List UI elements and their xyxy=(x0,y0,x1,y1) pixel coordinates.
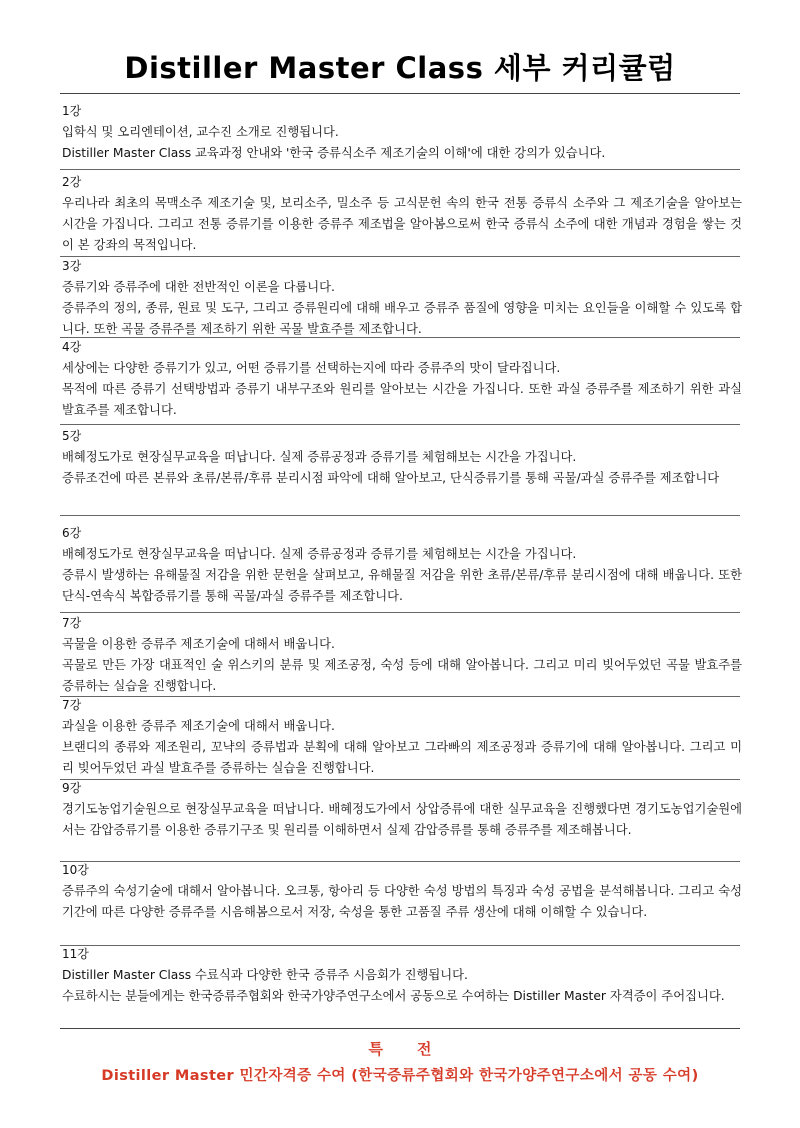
divider xyxy=(60,1028,740,1029)
lesson-line: 경기도농업기술원으로 현장실무교육을 떠납니다. 배혜정도가에서 상압증류에 대한 실무교육을 진행했다면 경기도농업기술원에서는 감압증류기를 이용한 증류기구조 및 원리를 이해하면서 실제 감압증류를 통해 증류주를 제조해봅니다. xyxy=(62,802,742,837)
lesson-label: 3강 xyxy=(62,259,82,273)
lesson-line: Distiller Master Class 교육과정 안내와 '한국 증류식소주 제조기술의 이해'에 대한 강의가 있습니다. xyxy=(62,146,606,160)
lesson-label: 9강 xyxy=(62,781,82,795)
special-benefit-title: 특전 xyxy=(368,1040,466,1058)
lesson-line: 곡물로 만든 가장 대표적인 술 위스키의 분류 및 제조공정, 숙성 등에 대해 알아봅니다. 그리고 미리 빚어두었던 곡물 발효주를 증류하는 실습을 진행합니다. xyxy=(62,658,742,693)
lesson-label: 2강 xyxy=(62,175,82,189)
page-title: Distiller Master Class 세부 커리큘럼 xyxy=(124,51,676,85)
lesson-label: 11강 xyxy=(62,947,89,961)
lesson-line: 증류시 발생하는 유해물질 저감을 위한 문헌을 살펴보고, 유해물질 저감을 위한 초류/본류/후류 분리시점에 대해 배웁니다. 또한 단식-연속식 복합증류기를 통해 곡물/과실 증류주를 제조합니다. xyxy=(62,568,742,603)
lesson-4 xyxy=(62,337,742,421)
lesson-label: 7강 xyxy=(62,616,82,630)
lesson-1 xyxy=(62,101,742,164)
lesson-line: 브랜디의 종류와 제조원리, 꼬냑의 증류법과 분획에 대해 알아보고 그라빠의 제조공정과 증류기에 대해 알아봅니다. 그리고 미리 빚어두었던 과실 발효주를 증류하는 실습을 진행합니다. xyxy=(62,740,742,775)
lesson-line: 증류주의 정의, 종류, 원료 및 도구, 그리고 증류원리에 대해 배우고 증류주 품질에 영향을 미치는 요인들을 이해할 수 있도록 합니다. 또한 곡물 증류주를 제조하기 위한 곡물 발효주를 제조합니다. xyxy=(62,301,742,336)
lesson-label: 6강 xyxy=(62,526,82,540)
lesson-line: 배혜정도가로 현장실무교육을 떠납니다. 실제 증류공정과 증류기를 체험해보는 시간을 가집니다. xyxy=(62,450,577,464)
lesson-9 xyxy=(62,778,742,841)
lesson-line: 목적에 따른 증류기 선택방법과 증류기 내부구조와 원리를 알아보는 시간을 가집니다. 또한 과실 증류주를 제조하기 위한 과실 발효주를 제조합니다. xyxy=(62,382,742,417)
lesson-line: 우리나라 최초의 목맥소주 제조기술 및, 보리소주, 밀소주 등 고식문헌 속의 한국 전통 증류식 소주와 그 제조기술을 알아보는 시간을 가집니다. 그리고 전통 증류기를 이용한 증류주 제조법을 알아봄으로써 한국 증류식 소주에 대한 개념과 경험을 쌓는 것이 본 강좌의 목적입니다. xyxy=(62,196,742,252)
lesson-3 xyxy=(62,256,742,340)
lesson-line: 증류주의 숙성기술에 대해서 알아봅니다. 오크통, 항아리 등 다양한 숙성 방법의 특징과 숙성 공법을 분석해봅니다. 그리고 숙성 기간에 따른 다양한 증류주를 시음해봄으로서 저장, 숙성을 통한 고품질 주류 생산에 대해 이해할 수 있습니다. xyxy=(62,884,742,919)
lesson-label: 1강 xyxy=(62,104,82,118)
lesson-2 xyxy=(62,172,742,256)
lesson-line: 세상에는 다양한 증류기가 있고, 어떤 증류기를 선택하는지에 따라 증류주의 맛이 달라집니다. xyxy=(62,361,561,375)
divider xyxy=(60,515,740,516)
lesson-11 xyxy=(62,944,742,1007)
lesson-5 xyxy=(62,426,742,489)
lesson-line: 증류기와 증류주에 대한 전반적인 이론을 다룹니다. xyxy=(62,280,335,294)
special-benefit-text: Distiller Master 민간자격증 수여 (한국증류주협회와 한국가양주연구소에서 공동 수여) xyxy=(101,1068,699,1084)
lesson-label: 7강 xyxy=(62,698,82,712)
lesson-line: 수료하시는 분들에게는 한국증류주협회와 한국가양주연구소에서 공동으로 수여하는 Distiller Master 자격증이 주어집니다. xyxy=(62,989,725,1003)
lesson-line: 배혜정도가로 현장실무교육을 떠납니다. 실제 증류공정과 증류기를 체험해보는 시간을 가집니다. xyxy=(62,547,577,561)
lesson-line: 증류조건에 따른 본류와 초류/본류/후류 분리시점 파악에 대해 알아보고, 단식증류기를 통해 곡물/과실 증류주를 제조합니다 xyxy=(62,471,720,485)
lesson-8 xyxy=(62,695,742,779)
lesson-label: 10강 xyxy=(62,863,89,877)
lesson-6 xyxy=(62,523,742,607)
lesson-line: 과실을 이용한 증류주 제조기술에 대해서 배웁니다. xyxy=(62,719,335,733)
divider xyxy=(60,424,740,425)
lesson-line: Distiller Master Class 수료식과 다양한 한국 증류주 시음회가 진행됩니다. xyxy=(62,968,468,982)
lesson-label: 4강 xyxy=(62,340,82,354)
lesson-10 xyxy=(62,860,742,923)
lesson-label: 5강 xyxy=(62,429,82,443)
divider xyxy=(60,169,740,170)
lesson-7 xyxy=(62,613,742,697)
lesson-line: 곡물을 이용한 증류주 제조기술에 대해서 배웁니다. xyxy=(62,637,335,651)
lesson-line: 입학식 및 오리엔테이션, 교수진 소개로 진행됩니다. xyxy=(62,125,339,139)
divider xyxy=(60,93,740,94)
